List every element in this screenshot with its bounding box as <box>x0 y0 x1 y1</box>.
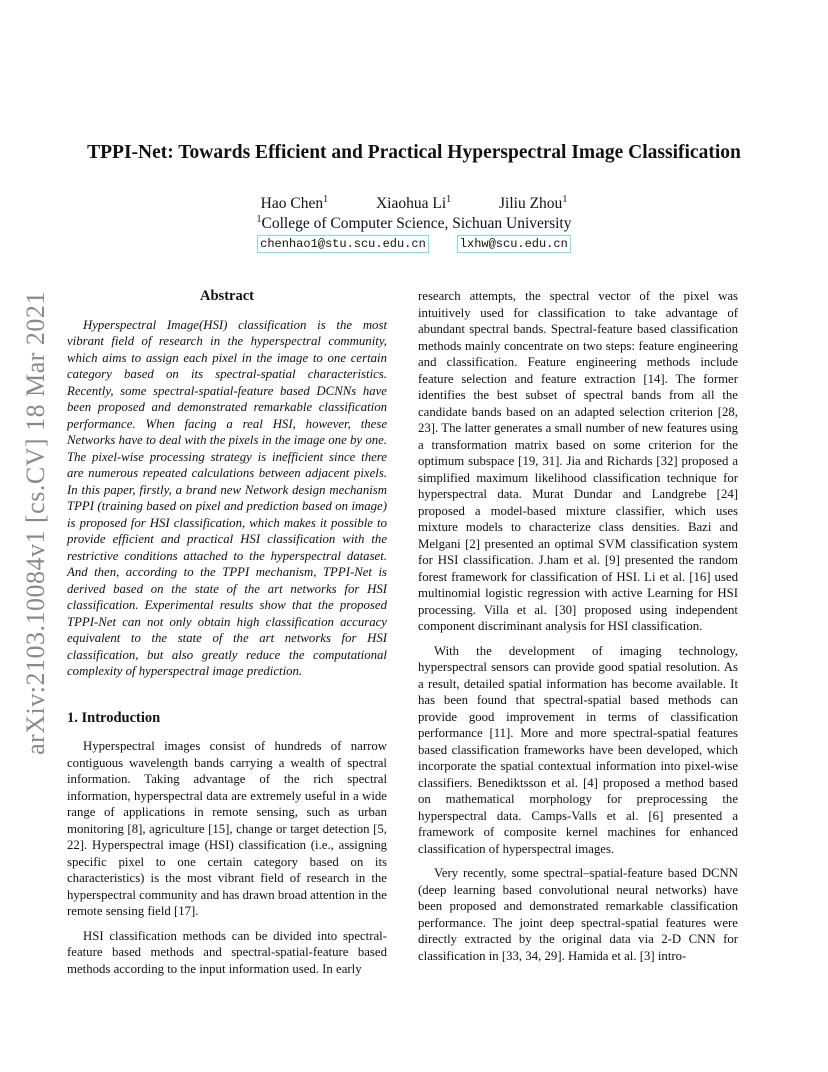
email-link[interactable]: chenhao1@stu.scu.edu.cn <box>257 235 429 253</box>
author: Jiliu Zhou$^1$ <box>499 194 568 212</box>
email-list <box>0 234 828 253</box>
paragraph: Hyperspectral images consist of hundreds of narrow contiguous wavelength bands carrying a wealth of spectral information. Taking advantage of the rich spectral information, hyperspectral data are extremely useful in a wide range of applications in remote sensing, such as urban monitoring [8], agriculture [15], change or target detection [5, 22]. Hyperspectral image (HSI) classification (i.e., assigning specific pixel to one certain category based on its characteristics) is the most vibrant field of research in the hyperspectral community and has drawn broad attention in the remote sensing field [17]. <box>67 739 387 918</box>
affiliation: $^1$College of Computer Science, Sichuan University <box>256 214 572 232</box>
paragraph: Very recently, some spectral–spatial-feature based DCNN (deep learning based convolutional neural networks) have been proposed and demonstrated remarkable classification performance. The joint deep spectral-spatial features were directly extracted by the original data via 2-D CNN for classification in [33, 34, 29]. Hamida et al. [3] intro- <box>418 866 738 963</box>
paragraph: HSI classification methods can be divided into spectral-feature based methods and spectral-spatial-feature based methods according to the input information used. In early <box>67 928 387 976</box>
email-link[interactable]: lxhw@scu.edu.cn <box>457 235 571 253</box>
author-list <box>0 194 828 213</box>
left-column <box>67 288 387 985</box>
right-column <box>418 288 738 972</box>
abstract-heading: Abstract <box>200 288 254 304</box>
author: Xiaohua Li$^1$ <box>375 194 452 212</box>
paper-title: TPPI-Net: Towards Efficient and Practical Hyperspectral Image Classification <box>87 142 741 163</box>
arxiv-sidebar <box>10 283 62 763</box>
author: Hao Chen$^1$ <box>260 194 329 212</box>
section-heading: 1. Introduction <box>67 709 161 726</box>
paragraph: research attempts, the spectral vector of the pixel was intuitively used for classification to take advantage of abundant spectral bands. Spectral-feature based classification methods mainly concentrate on two steps: feature engineering and classification. Feature engineering methods include feature selection and feature extraction [14]. The former identifies the best subset of spectral bands from all the candidate bands based on an adapted selection criterion [28, 23]. The latter generates a small number of new features using a transformation matrix based on some criterion for the optimum subspace [19, 31]. Jia and Richards [32] proposed a simplified maximum likelihood classification technique for hyperspectral data. Murat Dundar and Landgrebe [24] proposed a model-based mixture classifier, which uses mixture models to characterize class densities. Bazi and Melgani [2] presented an optimal SVM classification system for HSI classification. J.ham et al. [9] presented the random forest framework for classification of HSI. Li et al. [16] used multinomial logistic regression with active Learning for HSI processing. Villa et al. [30] proposed using independent component discriminant analysis for HSI classification. <box>418 289 738 633</box>
arxiv-identifier: arXiv:2103.10084v1 [cs.CV] 18 Mar 2021 <box>21 291 50 755</box>
paragraph: With the development of imaging technology, hyperspectral sensors can provide good spatial resolution. As a result, detailed spatial information has become available. It has been found that spectral-spatial based methods can provide good improvement in terms of classification performance [11]. More and more spectral-spatial features based classification frameworks have been developed, which incorporate the spatial contextual information into pixel-wise classifiers. Benediktsson et al. [4] proposed a method based on mathematical morphology for preprocessing the hyperspectral data. Camps-Valls et al. [6] presented a framework of composite kernel machines for enhanced classification of hyperspectral images. <box>418 643 738 856</box>
abstract-text: Hyperspectral Image(HSI) classification is the most vibrant field of research in the hyperspectral community, which aims to assign each pixel in the image to one certain category based on its spectral-spatial characteristics. Recently, some spectral-spatial-feature based DCNNs have been proposed and demonstrated remarkable classification performance. When facing a real HSI, however, these Networks have to deal with the pixels in the image one by one. The pixel-wise processing strategy is inefficient since there are numerous repeated calculations between adjacent pixels. In this paper, firstly, a brand new Network design mechanism TPPI (training based on pixel and prediction based on image) is proposed for HSI classification, which makes it possible to provide efficient and practical HSI classification with the restrictive conditions attached to the hyperspectral dataset. And then, according to the TPPI mechanism, TPPI-Net is derived based on the state of the art networks for HSI classification. Experimental results show that the proposed TPPI-Net can not only obtain high classification accuracy equivalent to the state of the art networks for HSI classification, but also greatly reduce the computational complexity of hyperspectral image prediction. <box>67 317 387 678</box>
